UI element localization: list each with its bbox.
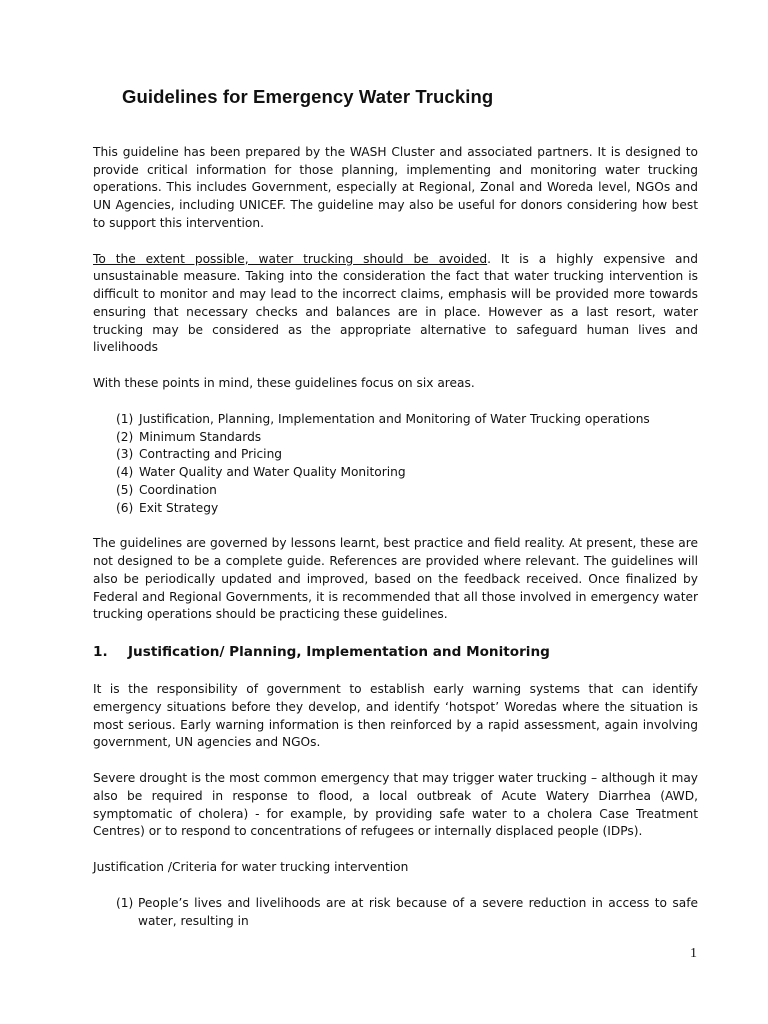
section-heading-text: Justification/ Planning, Implementation and Monitoring — [128, 644, 550, 661]
list-item-number: (1) — [116, 412, 134, 426]
list-item-number: (1) — [116, 896, 134, 910]
page-number: 1 — [690, 946, 697, 961]
list-item — [116, 895, 698, 930]
list-item-text: Coordination — [139, 482, 217, 497]
document-body — [93, 144, 698, 930]
list-item-text: Contracting and Pricing — [139, 447, 283, 462]
list-item-text: Water Quality and Water Quality Monitoring — [139, 465, 406, 480]
focus-intro: With these points in mind, these guidelines focus on six areas. — [93, 376, 475, 391]
list-item-text: Justification, Planning, Implementation and Monitoring of Water Trucking operations — [139, 412, 650, 426]
section-1-paragraph-2: Severe drought is the most common emergency that may trigger water trucking – although it may also be required in response to flood, a local outbreak of Acute Watery Diarrhea (AWD, symptomatic of cholera) - for example, by providing safe water to a cholera Case Treatment Centres) or to respond to concentrations of refugees or internally displaced people (IDPs). — [93, 771, 698, 839]
criteria-list — [93, 895, 698, 930]
list-item — [116, 482, 698, 500]
list-item-number: (3) — [116, 447, 134, 462]
section-1-heading — [93, 642, 698, 662]
section-number: 1. — [93, 644, 108, 661]
list-item — [116, 446, 698, 464]
list-item — [116, 429, 698, 447]
list-item — [116, 500, 698, 518]
list-item-text: Minimum Standards — [139, 429, 262, 444]
list-item — [116, 464, 698, 482]
governed-paragraph: The guidelines are governed by lessons learnt, best practice and field reality. At present, these are not designed to be a complete guide. References are provided where relevant. The guidelines will also be periodically updated and improved, based on the feedback received. Once finalized by Federal and Regional Governments, it is recommended that all those involved in emergency water trucking operations should be practicing these guidelines. — [93, 536, 698, 622]
list-item-text: Exit Strategy — [139, 500, 219, 515]
criteria-heading: Justification /Criteria for water trucking intervention — [93, 860, 409, 875]
list-item-number: (5) — [116, 482, 134, 497]
intro-paragraph: This guideline has been prepared by the WASH Cluster and associated partners. It is designed to provide critical information for those planning, implementing and monitoring water trucking operations. This includes Government, especially at Regional, Zonal and Woreda level, NGOs and UN Agencies, including UNICEF. The guideline may also be useful for donors considering how best to support this intervention. — [93, 145, 698, 230]
focus-areas-list — [93, 411, 698, 517]
section-1-paragraph-1: It is the responsibility of government to establish early warning systems that can identify emergency situations before they develop, and identify ‘hotspot’ Woredas where the situation is most serious. Early warning information is then reinforced by a rapid assessment, again involving government, UN agencies and NGOs. — [93, 682, 698, 750]
list-item-text: People’s lives and livelihoods are at risk because of a severe reduction in access to safe water, resulting in — [138, 896, 698, 928]
list-item — [116, 411, 698, 429]
list-item-number: (2) — [116, 429, 134, 444]
avoid-paragraph — [93, 251, 698, 357]
document-title: Guidelines for Emergency Water Trucking — [122, 86, 494, 107]
avoid-underlined-text: To the extent possible, water trucking should be avoided — [93, 251, 488, 266]
avoid-rest-text: . It is a highly expensive and unsustainable measure. Taking into the consideration the fact that water trucking intervention is difficult to monitor and may lead to the incorrect claims, emphasis will be provided more towards ensuring that necessary checks and balances are in place. However as a last resort, water trucking may be considered as the appropriate alternative to safeguard human lives and livelihoods — [93, 251, 698, 355]
list-item-number: (4) — [116, 465, 134, 480]
list-item-number: (6) — [116, 500, 134, 515]
